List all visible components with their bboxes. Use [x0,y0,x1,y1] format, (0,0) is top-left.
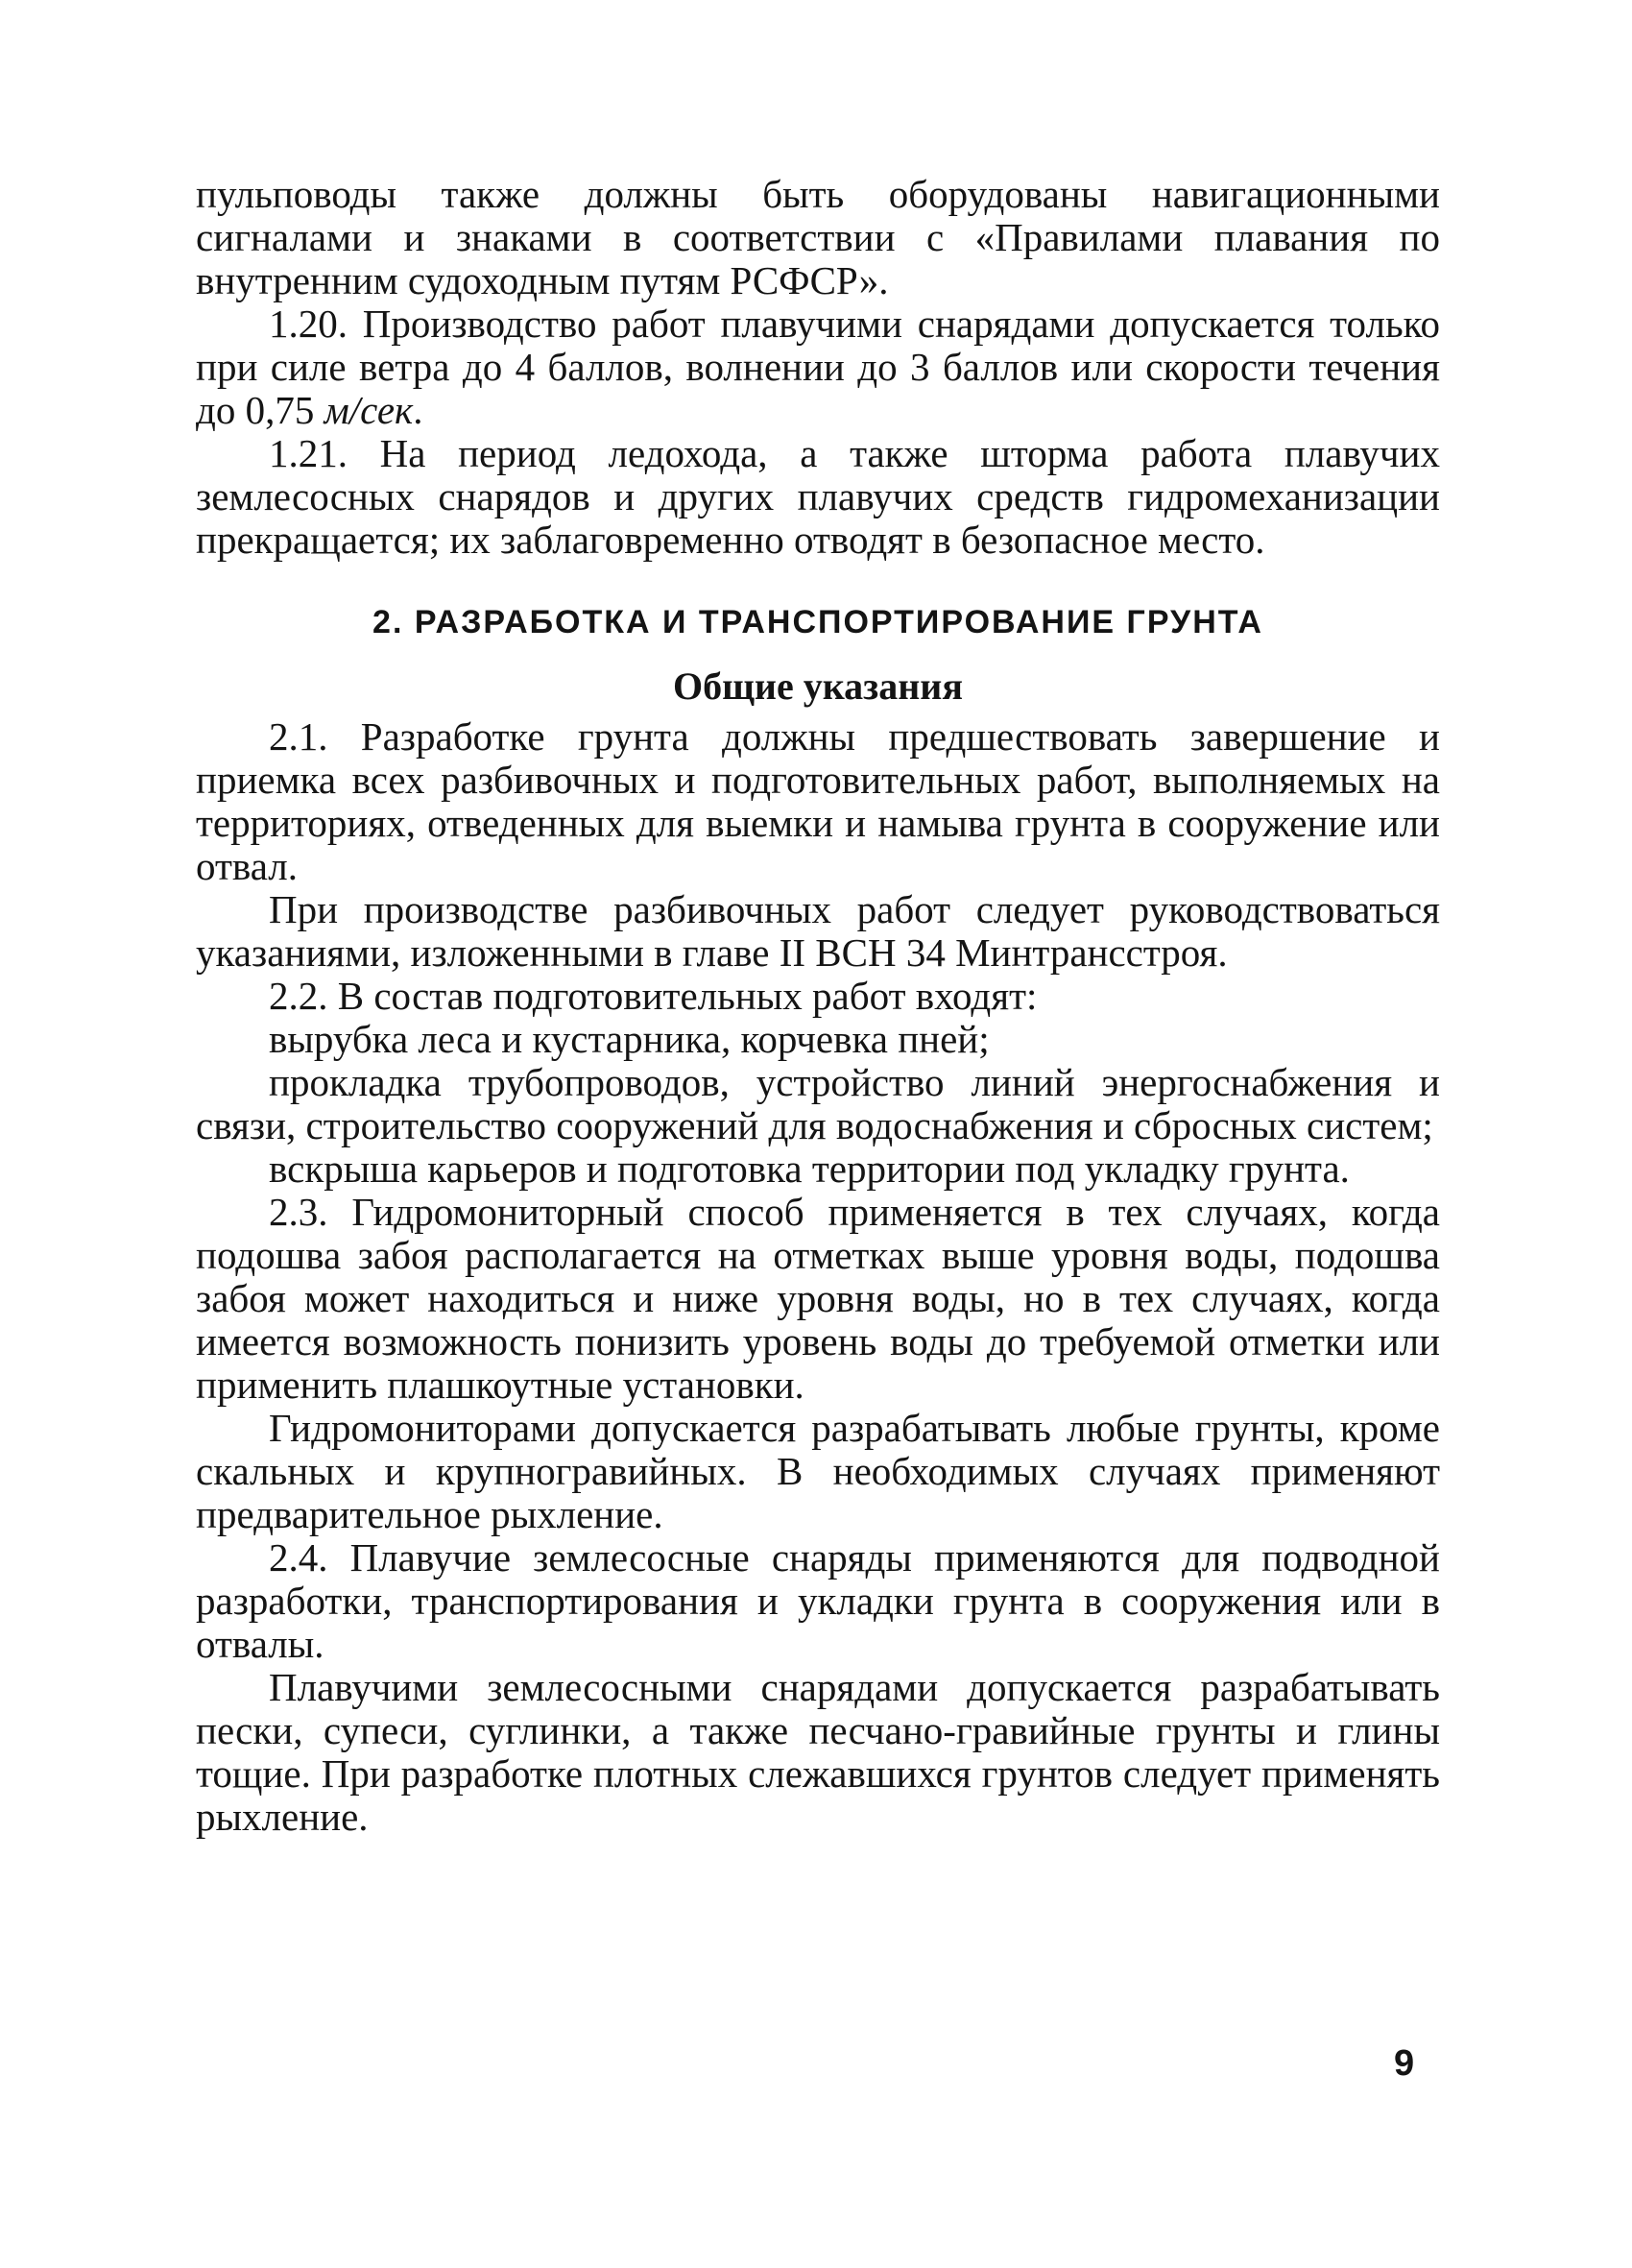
paragraph-1-20 [196,302,1440,432]
list-item-prokladka: прокладка трубопроводов, устройство линий энергоснабжения и связи, строительство сооружений для водоснабжения и сбросных систем; [196,1060,1440,1147]
paragraph-2-4: 2.4. Плавучие землесосные снаряды применяются для подводной разработки, транспортирования и укладки грунта в сооружения или в отвалы. [196,1535,1440,1666]
paragraph-zemlesosnye: Плавучими землесосными снарядами допускается разрабатывать пески, супеси, суглинки, а также песчано-гравийные грунты и глины тощие. При разработке плотных слежавшихся грунтов следует применять рыхление. [196,1665,1440,1839]
paragraph-razbivochnye: При производстве разбивочных работ следует руководствоваться указаниями, изложенными в главе II ВСН 34 Минтрансстроя. [196,887,1440,975]
text-column [196,173,1440,1839]
section-heading: 2. РАЗРАБОТКА И ТРАНСПОРТИРОВАНИЕ ГРУНТА [372,604,1263,640]
paragraph-1-20-end: . [413,388,423,432]
list-item-vyrubka: вырубка леса и кустарника, корчевка пней; [269,1017,990,1061]
sub-heading: Общие указания [673,664,963,708]
paragraph-1-21: 1.21. На период ледохода, а также шторма работа плавучих землесосных снарядов и других плавучих средств гидромеханизации прекращается; их заблаговременно отводят в безопасное место. [196,431,1440,562]
paragraph-1-20-text: 1.20. Производство работ плавучими снарядами допускается только при силе ветра до 4 баллов, волнении до 3 баллов или скорости течения до 0,75 [196,302,1440,432]
paragraph-2-2: 2.2. В состав подготовительных работ входят: [269,974,1038,1018]
paragraph-2-1: 2.1. Разработке грунта должны предшествовать завершение и приемка всех разбивочных и подготовительных работ, выполняемых на территориях, отведенных для выемки и намыва грунта в сооружение или отвал. [196,714,1440,888]
paragraph-2-3: 2.3. Гидромониторный способ применяется в тех случаях, когда подошва забоя располагается на отметках выше уровня воды, подошва забоя может находиться и ниже уровня воды, но в тех случаях, когда имеется возможность понизить уровень воды до требуемой отметки или применить плашкоутные установки. [196,1190,1440,1407]
paragraph-pulpovody: пульповоды также должны быть оборудованы навигационными сигналами и знаками в соответствии с «Правилами плавания по внутренним судоходным путям РСФСР». [196,172,1440,302]
speed-unit: м/сек [324,388,414,432]
list-item-vskrysha: вскрыша карьеров и подготовка территории под укладку грунта. [269,1146,1350,1191]
paragraph-gidromonitory: Гидромониторами допускается разрабатывать любые грунты, кроме скальных и крупногравийных. В необходимых случаях применяют предварительное рыхление. [196,1406,1440,1536]
page-number: 9 [1394,2043,1415,2084]
